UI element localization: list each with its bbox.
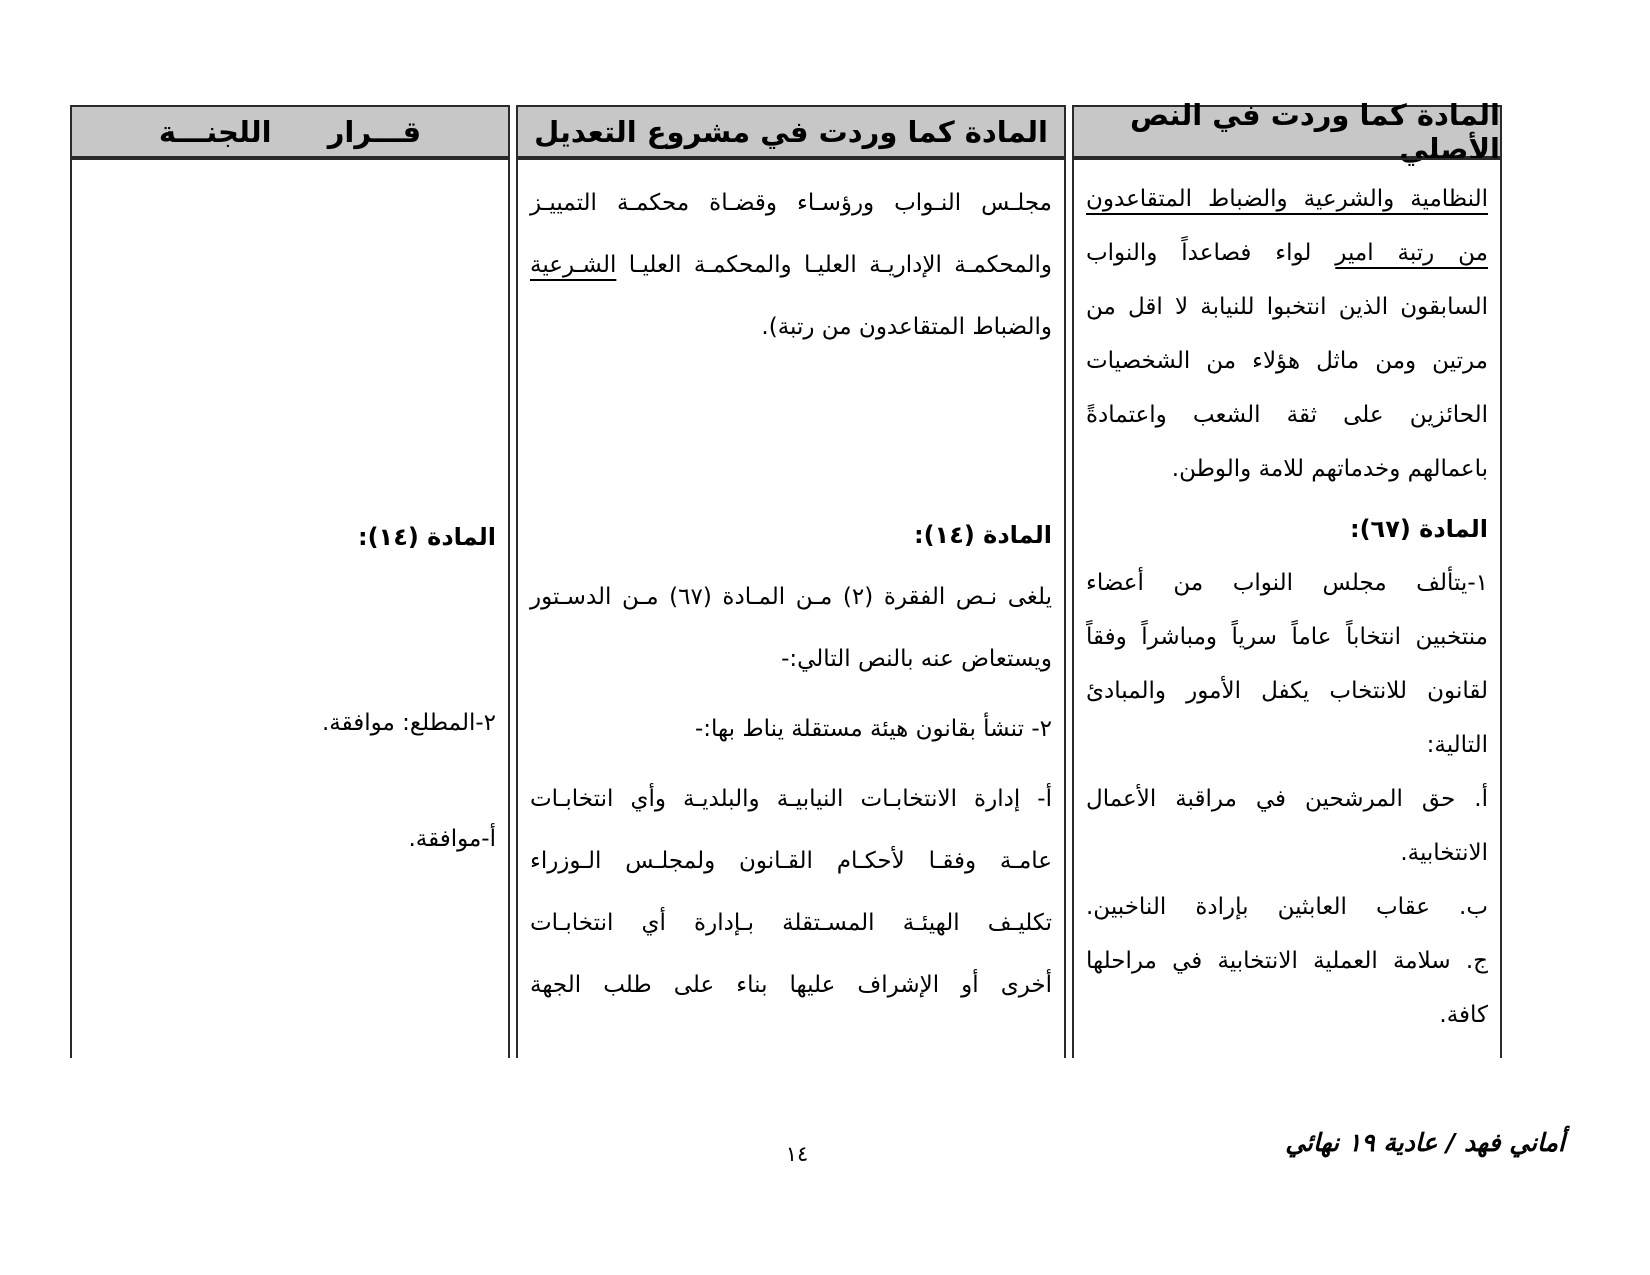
- article-heading: المادة (٦٧):: [1349, 515, 1488, 543]
- paragraph: [1086, 172, 1488, 496]
- decision-article-heading: المادة (١٤):: [357, 523, 496, 551]
- text-segment: لواء فصاعداً والنواب: [1086, 240, 1336, 266]
- text-line: [530, 296, 1052, 358]
- decision-item: أ-موافقة.: [408, 826, 496, 852]
- text-line: [530, 892, 1052, 954]
- header-amendment-draft-column: المادة كما وردت في مشروع التعديل: [516, 105, 1066, 158]
- text-segment: يلغى نـص الفقرة (٢) مـن المـادة (٦٧) مـن الدسـتور: [530, 584, 1053, 610]
- text-segment: السابقون الذين انتخبوا للنيابة لا اقل من: [1086, 294, 1488, 320]
- underlined-text: الشـرعية: [530, 252, 617, 278]
- text-line: [1086, 226, 1488, 280]
- text-line: [1086, 334, 1488, 388]
- text-segment: ج. سلامة العملية الانتخابية في مراحلها: [1086, 948, 1488, 974]
- text-segment: عامـة وفقـا لأحكـام القـانون ولمجلـس الـوزراء: [530, 848, 1052, 874]
- text-line: [530, 628, 1052, 690]
- underlined-text: النظامية والشرعية والضباط المتقاعدون: [1086, 186, 1488, 212]
- text-line: [1086, 718, 1488, 772]
- header-original-text-column: المادة كما وردت في النص الأصلي: [1072, 105, 1502, 158]
- article-heading: المادة (١٤):: [913, 521, 1052, 549]
- text-line: [1086, 664, 1488, 718]
- table-header-row: [70, 97, 1502, 166]
- text-segment: الحائزين على ثقة الشعب واعتمادةً: [1086, 402, 1488, 428]
- footer-annotation: أماني فهد / عادية ١٩ نهائي: [1285, 1128, 1565, 1157]
- text-segment: لقانون للانتخاب يكفل الأمور والمبادئ: [1086, 678, 1488, 704]
- paragraph: [1086, 880, 1488, 934]
- text-line: [1086, 442, 1488, 496]
- text-segment: منتخبين انتخاباً عاماً سرياً ومباشراً وفقاً: [1086, 624, 1488, 650]
- text-segment: ب. عقاب العابثين بإرادة الناخبين.: [1086, 894, 1488, 920]
- table-body-row: [70, 158, 1502, 1058]
- text-segment: باعمالهم وخدماتهم للامة والوطن.: [1171, 456, 1488, 482]
- paragraph: [530, 698, 1052, 760]
- text-line: [1086, 388, 1488, 442]
- underlined-text: من رتبة امير: [1335, 240, 1488, 266]
- paragraph: [1086, 772, 1488, 880]
- text-segment: والمحكمـة الإداريـة العليـا والمحكمـة العليـا: [616, 252, 1052, 278]
- header-committee-decision-column: قـــرار اللجنـــة: [70, 105, 510, 158]
- text-segment: أ- إدارة الانتخابـات النيابيـة والبلديـة وأي انتخابـات: [530, 786, 1052, 812]
- paragraph: [1086, 934, 1488, 1042]
- paragraph: [530, 566, 1052, 690]
- paragraph: [530, 172, 1052, 358]
- text-line: [530, 768, 1052, 830]
- text-line: [530, 566, 1052, 628]
- decision-item: ٢-المطلع: موافقة.: [322, 710, 496, 736]
- text-line: [1086, 934, 1488, 988]
- text-segment: ٢- تنشأ بقانون هيئة مستقلة يناط بها:-: [695, 716, 1052, 742]
- comparison-table: [70, 97, 1502, 1058]
- text-line: [1086, 826, 1488, 880]
- text-segment: كافة.: [1439, 1002, 1488, 1028]
- text-segment: أ. حق المرشحين في مراقبة الأعمال: [1086, 786, 1488, 812]
- paragraph: [1086, 556, 1488, 772]
- text-segment: التالية:: [1426, 732, 1488, 758]
- text-line: [530, 172, 1052, 234]
- text-line: [1086, 988, 1488, 1042]
- text-segment: مجلـس النـواب ورؤسـاء وقضـاة محكمـة التمييـز: [530, 190, 1052, 216]
- text-segment: أخرى أو الإشراف عليها بناء على طلب الجهة: [530, 972, 1052, 998]
- page-number: ١٤: [785, 1142, 809, 1166]
- paragraph: [530, 768, 1052, 1016]
- text-line: [1086, 610, 1488, 664]
- text-segment: الانتخابية.: [1400, 840, 1488, 866]
- text-line: [530, 830, 1052, 892]
- original-text-cell: [1072, 158, 1502, 1058]
- text-line: [1086, 556, 1488, 610]
- text-line: [530, 698, 1052, 760]
- text-line: [1086, 772, 1488, 826]
- text-segment: والضباط المتقاعدون من رتبة).: [761, 314, 1052, 340]
- text-line: [1086, 880, 1488, 934]
- amendment-draft-cell: [516, 158, 1066, 1058]
- text-segment: ويستعاض عنه بالنص التالي:-: [781, 646, 1052, 672]
- committee-decision-cell: [70, 158, 510, 1058]
- text-segment: ١-يتألف مجلس النواب من أعضاء: [1086, 570, 1488, 596]
- text-line: [1086, 280, 1488, 334]
- text-segment: مرتين ومن ماثل هؤلاء من الشخصيات: [1086, 348, 1488, 374]
- text-line: [530, 954, 1052, 1016]
- text-line: [530, 234, 1052, 296]
- text-segment: تكليـف الهيئـة المسـتقلة بـإدارة أي انتخابـات: [530, 910, 1052, 936]
- text-line: [1086, 172, 1488, 226]
